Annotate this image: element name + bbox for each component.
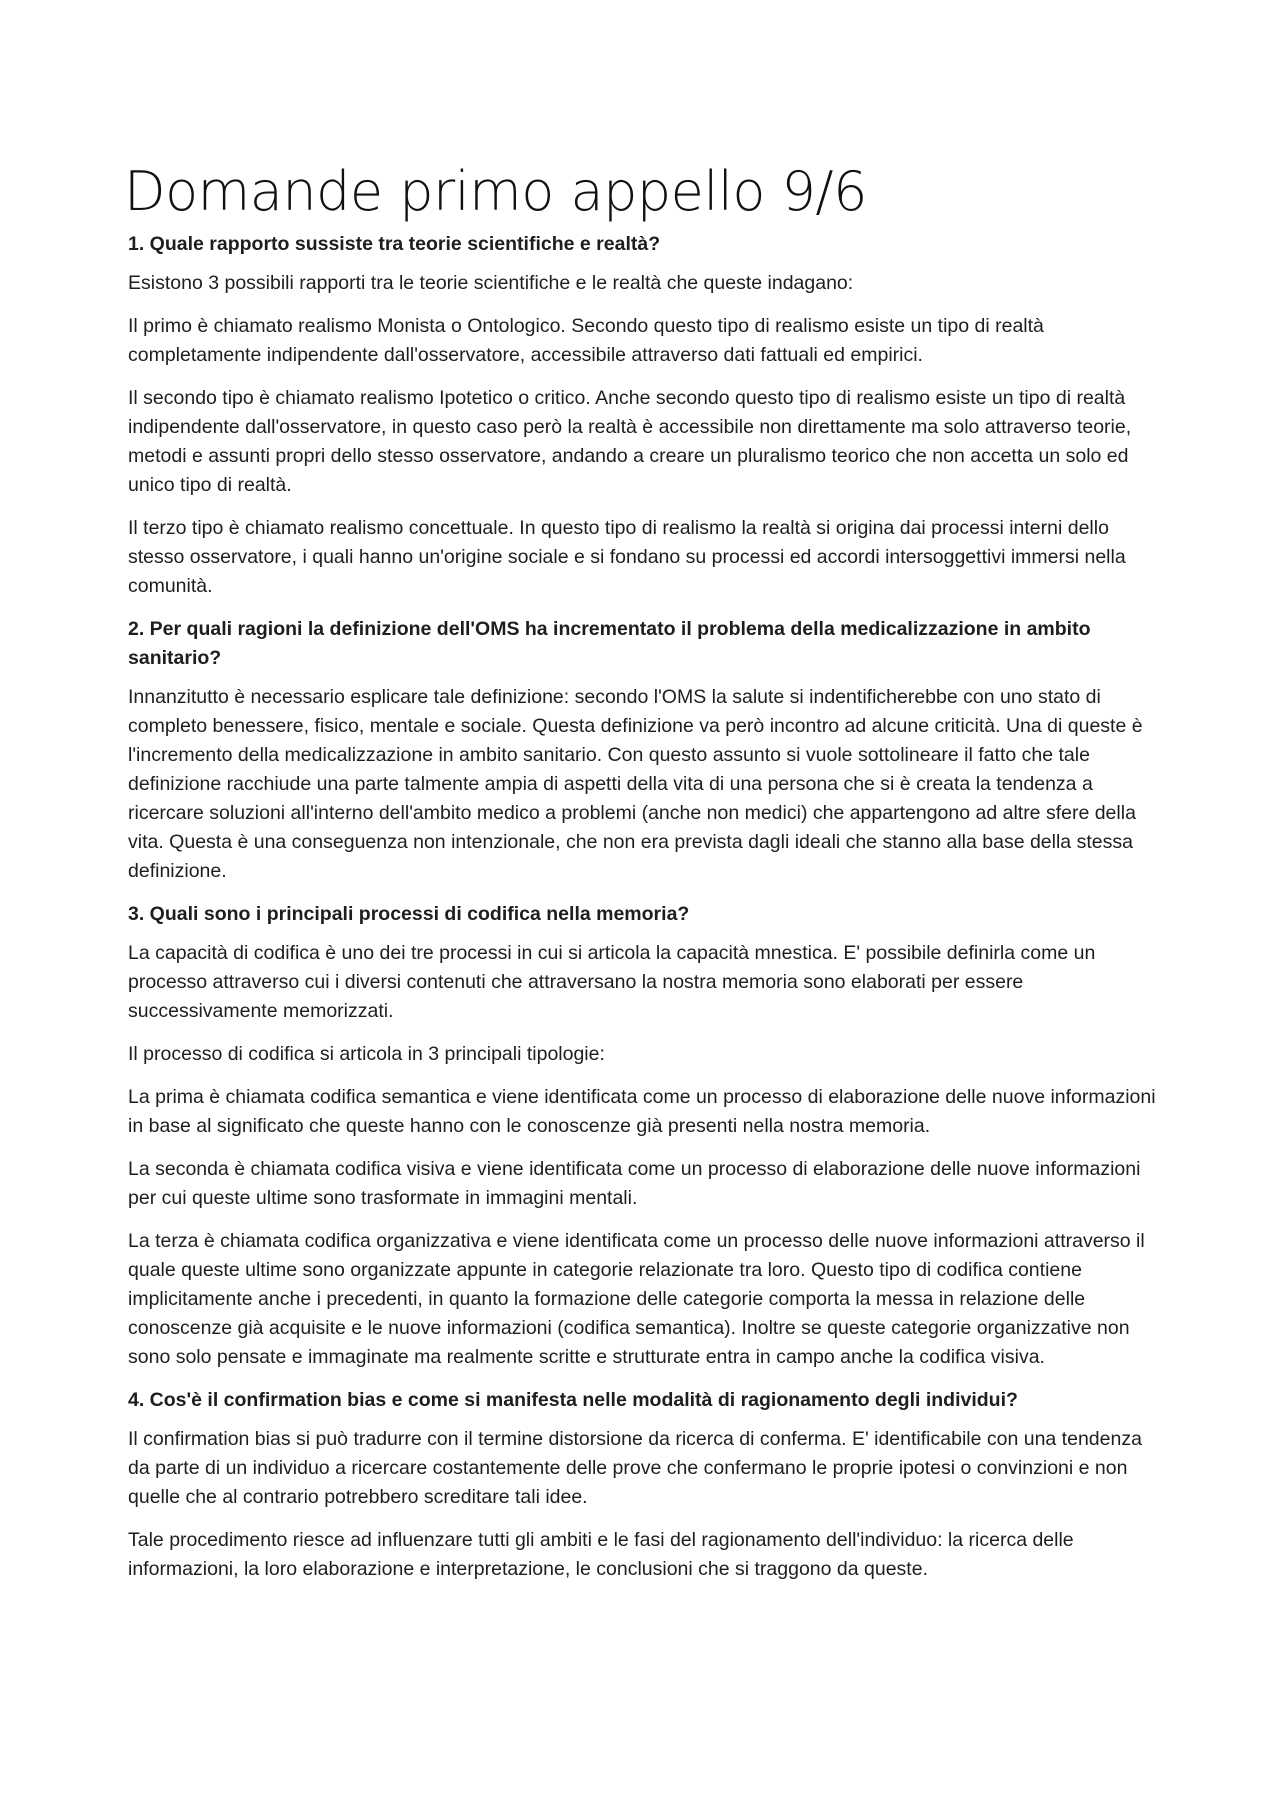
answer-paragraph: Il processo di codifica si articola in 3 principali tipologie: [128,1043,605,1065]
answer-paragraph: La terza è chiamata codifica organizzativa e viene identificata come un processo delle nuove informazioni attraverso il quale queste ultime sono organizzate appunte in categorie relazionate tra loro. Questo tipo di codifica contiene implicitamente anche i precedenti, in quanto la formazione delle categorie comporta la messa in relazione delle conoscenze già acquisite e le nuove informazioni (codifica semantica). Inoltre se queste categorie organizzative non sono solo pensate e immaginate ma realmente scritte e strutturate entra in campo anche la codifica visiva. [128,1230,1145,1368]
answer-paragraph: Esistono 3 possibili rapporti tra le teorie scientifiche e le realtà che queste indagano: [128,272,854,294]
answer-paragraph: Il secondo tipo è chiamato realismo Ipotetico o critico. Anche secondo questo tipo di realismo esiste un tipo di realtà indipendente dall'osservatore, in questo caso però la realtà è accessibile non direttamente ma solo attraverso teorie, metodi e assunti propri dello stesso osservatore, andando a creare un pluralismo teorico che non accetta un solo ed unico tipo di realtà. [128,387,1132,496]
answer-paragraph: La capacità di codifica è uno dei tre processi in cui si articola la capacità mnestica. E' possibile definirla come un processo attraverso cui i diversi contenuti che attraversano la nostra memoria sono elaborati per essere successivamente memorizzati. [128,942,1096,1022]
answer-paragraph: Tale procedimento riesce ad influenzare tutti gli ambiti e le fasi del ragionamento dell'individuo: la ricerca delle informazioni, la loro elaborazione e interpretazione, le conclusioni che si traggono da queste. [128,1529,1074,1580]
question-heading: 4. Cos'è il confirmation bias e come si manifesta nelle modalità di ragionamento degli individui? [128,1389,1018,1411]
question-section-2 [128,615,1168,886]
answer-paragraph: Il primo è chiamato realismo Monista o Ontologico. Secondo questo tipo di realismo esiste un tipo di realtà completamente indipendente dall'osservatore, accessibile attraverso dati fattuali ed empirici. [128,315,1044,366]
question-section-4 [128,1386,1168,1584]
question-heading: 3. Quali sono i principali processi di codifica nella memoria? [128,903,690,925]
question-section-1 [128,230,1168,601]
document-content [124,160,1168,1598]
answer-paragraph: La prima è chiamata codifica semantica e viene identificata come un processo di elaborazione delle nuove informazioni in base al significato che queste hanno con le conoscenze già presenti nella nostra memoria. [128,1086,1156,1137]
answer-paragraph: Innanzitutto è necessario esplicare tale definizione: secondo l'OMS la salute si indentificherebbe con uno stato di completo benessere, fisico, mentale e sociale. Questa definizione va però incontro ad alcune criticità. Una di queste è l'incremento della medicalizzazione in ambito sanitario. Con questo assunto si vuole sottolineare il fatto che tale definizione racchiude una parte talmente ampia di aspetti della vita di una persona che si è creata la tendenza a ricercare soluzioni all'interno dell'ambito medico a problemi (anche non medici) che appartengono ad altre sfere della vita. Questa è una conseguenza non intenzionale, che non era prevista dagli ideali che stanno alla base della stessa definizione. [128,686,1143,882]
document-title: Domande primo appello 9/6 [124,160,867,223]
question-section-3 [128,900,1168,1372]
answer-paragraph: La seconda è chiamata codifica visiva e viene identificata come un processo di elaborazione delle nuove informazioni per cui queste ultime sono trasformate in immagini mentali. [128,1158,1141,1209]
answer-paragraph: Il terzo tipo è chiamato realismo concettuale. In questo tipo di realismo la realtà si origina dai processi interni dello stesso osservatore, i quali hanno un'origine sociale e si fondano su processi ed accordi intersoggettivi immersi nella comunità. [128,517,1126,597]
answer-paragraph: Il confirmation bias si può tradurre con il termine distorsione da ricerca di conferma. E' identificabile con una tendenza da parte di un individuo a ricercare costantemente delle prove che confermano le proprie ipotesi o convinzioni e non quelle che al contrario potrebbero screditare tali idee. [128,1428,1142,1508]
question-heading: 1. Quale rapporto sussiste tra teorie scientifiche e realtà? [128,233,661,255]
question-heading: 2. Per quali ragioni la definizione dell'OMS ha incrementato il problema della medicalizzazione in ambito sanitario? [128,618,1091,669]
